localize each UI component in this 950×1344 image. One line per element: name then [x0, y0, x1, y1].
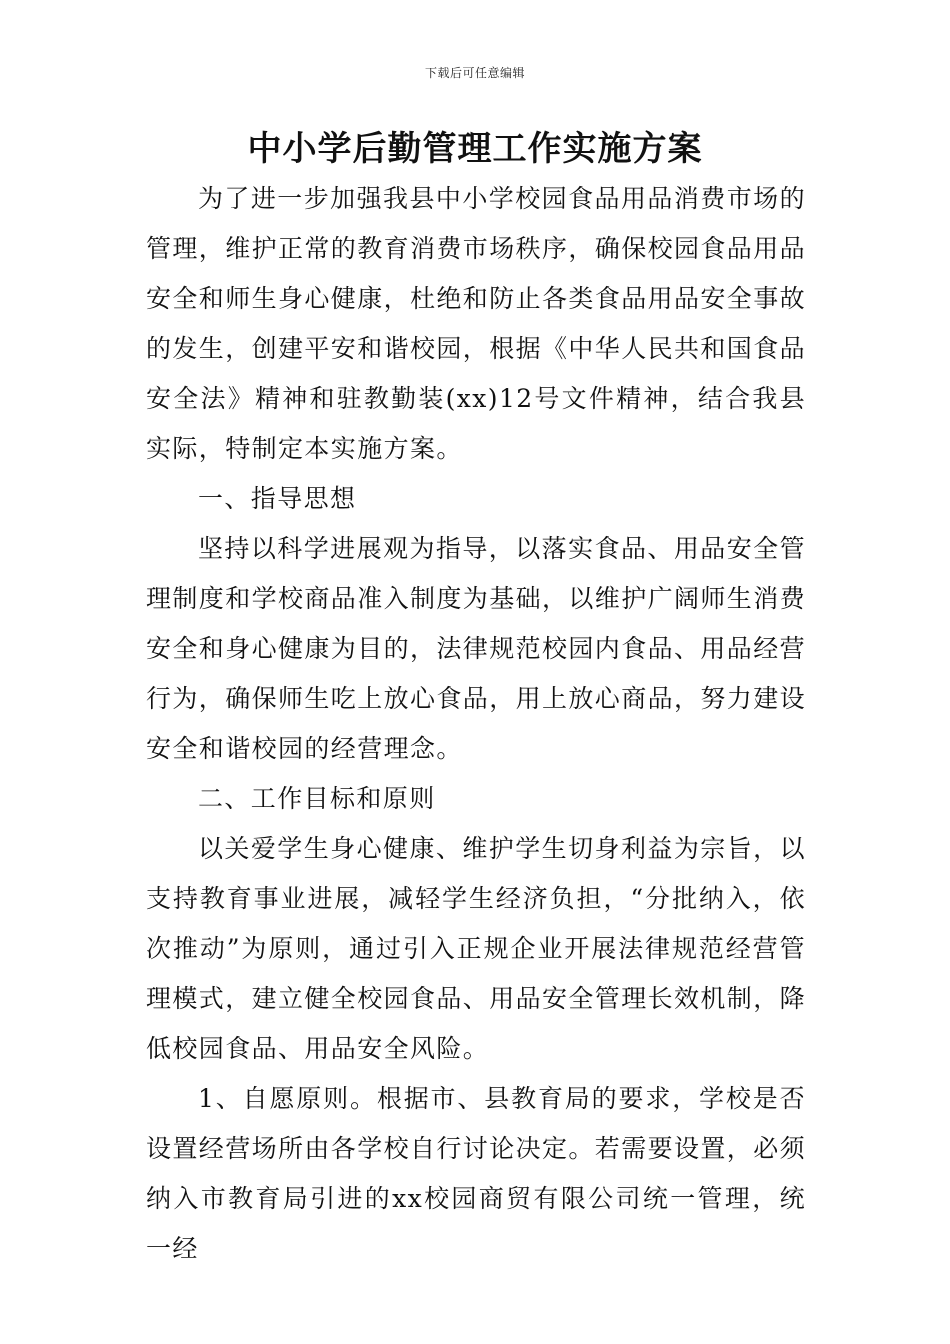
- section-heading-guiding-ideology: 一、指导思想: [198, 484, 357, 513]
- guiding-ideology-paragraph: 坚持以科学进展观为指导，以落实食品、用品安全管理制度和学校商品准入制度为基础，以维护广阔师生消费安全和身心健康为目的，法律规范校园内食品、用品经营行为，确保师生吃上放心食品，用上放心商品，努力建设安全和谐校园的经营理念。: [146, 534, 807, 763]
- principle-1-paragraph: 1、自愿原则。根据市、县教育局的要求，学校是否设置经营场所由各学校自行讨论决定。若需要设置，必须纳入市教育局引进的xx校园商贸有限公司统一管理，统一经: [146, 1084, 807, 1263]
- header-note: 下载后可任意编辑: [424, 66, 525, 80]
- document-title: 中小学后勤管理工作实施方案: [247, 129, 703, 169]
- document-body: [146, 174, 806, 1274]
- goals-paragraph: 以关爱学生身心健康、维护学生切身利益为宗旨，以支持教育事业进展，减轻学生经济负担，“分批纳入，依次推动”为原则，通过引入正规企业开展法律规范经营管理模式，建立健全校园食品、用品安全管理长效机制，降低校园食品、用品安全风险。: [146, 834, 807, 1063]
- section-heading-goals-principles: 二、工作目标和原则: [198, 784, 436, 813]
- intro-paragraph: 为了进一步加强我县中小学校园食品用品消费市场的管理，维护正常的教育消费市场秩序，确保校园食品用品安全和师生身心健康，杜绝和防止各类食品用品安全事故的发生，创建平安和谐校园，根据《中华人民共和国食品安全法》精神和驻教勤装(xx)12号文件精神，结合我县实际，特制定本实施方案。: [146, 184, 807, 463]
